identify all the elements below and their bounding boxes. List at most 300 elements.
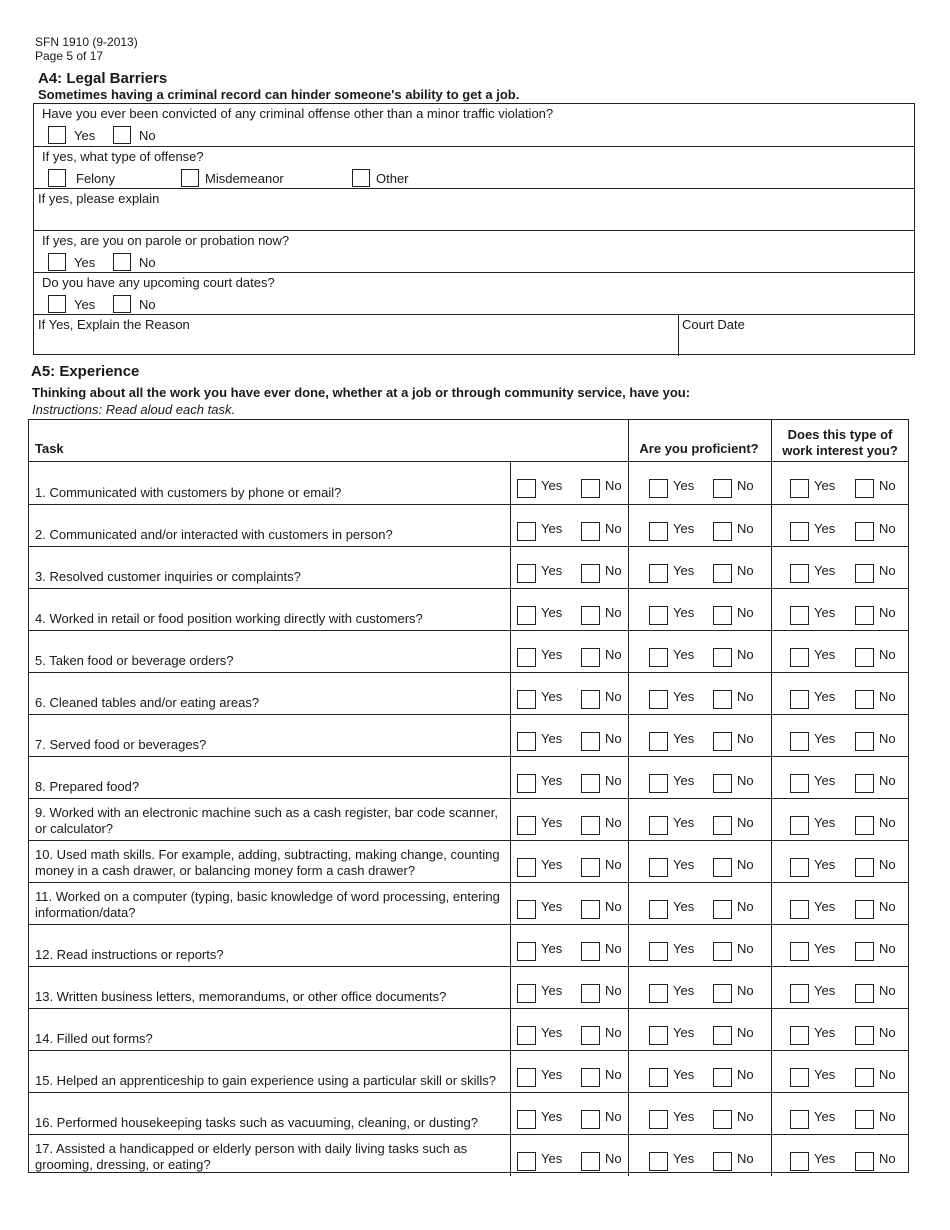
proficient-answer-cell xyxy=(628,967,772,1008)
proficient-yes-option[interactable] xyxy=(649,521,694,541)
checkbox[interactable] xyxy=(48,126,66,144)
no-label: No xyxy=(737,1108,754,1124)
checkbox[interactable] xyxy=(517,522,536,541)
interest-no-option[interactable] xyxy=(855,689,896,709)
checkbox[interactable] xyxy=(649,774,668,793)
interest-no-option[interactable] xyxy=(855,647,896,667)
current-no-option[interactable] xyxy=(581,983,622,1003)
no-label: No xyxy=(879,520,896,536)
checkbox[interactable] xyxy=(517,774,536,793)
no-label: No xyxy=(605,1066,622,1082)
checkbox[interactable] xyxy=(581,1026,600,1045)
checkbox[interactable] xyxy=(855,900,874,919)
checkbox[interactable] xyxy=(517,479,536,498)
checkbox[interactable] xyxy=(713,564,732,583)
proficient-no-option[interactable] xyxy=(713,731,754,751)
interest-no-option[interactable] xyxy=(855,983,896,1003)
a5-instructions: Instructions: Read aloud each task. xyxy=(32,402,236,417)
checkbox[interactable] xyxy=(649,1110,668,1129)
yes-label: Yes xyxy=(673,982,695,998)
interest-yes-option[interactable] xyxy=(790,815,835,835)
proficient-no-option[interactable] xyxy=(713,815,754,835)
interest-yes-option[interactable] xyxy=(790,1025,835,1045)
proficient-answer-cell xyxy=(628,631,772,672)
court-dates-row xyxy=(34,272,914,314)
checkbox[interactable] xyxy=(790,564,809,583)
table-row xyxy=(29,630,908,672)
current-answer-cell xyxy=(510,505,629,546)
no-label: No xyxy=(879,730,896,746)
current-no-option[interactable] xyxy=(581,563,622,583)
checkbox[interactable] xyxy=(855,1152,874,1171)
checkbox[interactable] xyxy=(517,1068,536,1087)
interest-yes-option[interactable] xyxy=(790,1067,835,1087)
checkbox[interactable] xyxy=(649,564,668,583)
checkbox[interactable] xyxy=(855,816,874,835)
parole-row xyxy=(34,230,914,272)
proficient-yes-option[interactable] xyxy=(649,563,694,583)
current-yes-option[interactable] xyxy=(517,689,562,709)
checkbox[interactable] xyxy=(48,253,66,271)
yes-label: Yes xyxy=(673,646,695,662)
current-no-option[interactable] xyxy=(581,478,622,498)
interest-yes-option[interactable] xyxy=(790,689,835,709)
current-yes-option[interactable] xyxy=(517,773,562,793)
interest-yes-option[interactable] xyxy=(790,647,835,667)
proficient-answer-cell xyxy=(628,757,772,798)
task-label: 16. Performed housekeeping tasks such as vacuuming, cleaning, or dusting? xyxy=(35,1115,478,1130)
a5-title: A5: Experience xyxy=(31,363,140,380)
checkbox[interactable] xyxy=(649,1026,668,1045)
offense-misdemeanor[interactable]: Misdemeanor xyxy=(181,169,284,187)
checkbox[interactable] xyxy=(713,1110,732,1129)
interest-no-option[interactable] xyxy=(855,1067,896,1087)
proficient-no-option[interactable] xyxy=(713,983,754,1003)
proficient-no-option[interactable] xyxy=(713,563,754,583)
proficient-yes-option[interactable] xyxy=(649,605,694,625)
checkbox[interactable] xyxy=(855,606,874,625)
proficient-yes-option[interactable] xyxy=(649,899,694,919)
experience-table xyxy=(28,419,909,1173)
checkbox[interactable] xyxy=(517,1026,536,1045)
interest-yes-option[interactable] xyxy=(790,1109,835,1129)
interest-no-option[interactable] xyxy=(855,941,896,961)
checkbox[interactable] xyxy=(713,732,732,751)
current-no-option[interactable] xyxy=(581,815,622,835)
interest-no-option[interactable] xyxy=(855,1109,896,1129)
interest-yes-option[interactable] xyxy=(790,563,835,583)
checkbox[interactable] xyxy=(48,295,66,313)
checkbox[interactable] xyxy=(581,1110,600,1129)
yes-label: Yes xyxy=(541,814,563,830)
checkbox[interactable] xyxy=(790,942,809,961)
interest-yes-option[interactable] xyxy=(790,941,835,961)
proficient-answer-cell xyxy=(628,1093,772,1134)
checkbox[interactable] xyxy=(790,732,809,751)
no-label: No xyxy=(879,562,896,578)
task-label: 5. Taken food or beverage orders? xyxy=(35,653,234,668)
checkbox[interactable] xyxy=(113,126,131,144)
interest-no-option[interactable] xyxy=(855,773,896,793)
header-proficient: Are you proficient? xyxy=(639,441,759,456)
checkbox[interactable] xyxy=(581,816,600,835)
yes-label: Yes xyxy=(541,982,563,998)
interest-no-option[interactable] xyxy=(855,731,896,751)
proficient-no-option[interactable] xyxy=(713,1109,754,1129)
checkbox[interactable] xyxy=(581,732,600,751)
checkbox[interactable] xyxy=(713,648,732,667)
checkbox[interactable] xyxy=(517,942,536,961)
table-row xyxy=(29,924,908,966)
parole-yes[interactable]: Yes xyxy=(48,253,95,271)
checkbox[interactable] xyxy=(581,522,600,541)
current-no-option[interactable] xyxy=(581,899,622,919)
current-no-option[interactable] xyxy=(581,521,622,541)
checkbox[interactable] xyxy=(713,984,732,1003)
proficient-no-option[interactable] xyxy=(713,857,754,877)
checkbox[interactable] xyxy=(113,295,131,313)
checkbox[interactable] xyxy=(113,253,131,271)
checkbox[interactable] xyxy=(713,900,732,919)
interest-no-option[interactable] xyxy=(855,563,896,583)
interest-no-option[interactable] xyxy=(855,478,896,498)
yes-label: Yes xyxy=(541,1150,563,1166)
proficient-yes-option[interactable] xyxy=(649,857,694,877)
current-yes-option[interactable] xyxy=(517,1067,562,1087)
interest-yes-option[interactable] xyxy=(790,773,835,793)
interest-answer-cell xyxy=(771,1051,910,1092)
current-answer-cell xyxy=(510,673,629,714)
checkbox[interactable] xyxy=(581,774,600,793)
a4-subtitle: Sometimes having a criminal record can hinder someone's ability to get a job. xyxy=(38,87,520,102)
yes-label: Yes xyxy=(541,898,563,914)
proficient-yes-option[interactable] xyxy=(649,731,694,751)
checkbox[interactable] xyxy=(790,858,809,877)
page-number: Page 5 of 17 xyxy=(35,49,104,63)
proficient-no-option[interactable] xyxy=(713,773,754,793)
yes-label: Yes xyxy=(673,856,695,872)
checkbox[interactable] xyxy=(581,858,600,877)
checkbox[interactable] xyxy=(649,690,668,709)
no-label: No xyxy=(737,520,754,536)
no-label: No xyxy=(605,814,622,830)
current-yes-option[interactable] xyxy=(517,1109,562,1129)
checkbox[interactable] xyxy=(517,984,536,1003)
checkbox[interactable] xyxy=(790,900,809,919)
checkbox[interactable] xyxy=(713,690,732,709)
checkbox[interactable] xyxy=(790,1026,809,1045)
proficient-no-option[interactable] xyxy=(713,478,754,498)
checkbox[interactable] xyxy=(517,900,536,919)
explain-row[interactable] xyxy=(34,188,914,230)
checkbox[interactable] xyxy=(790,1110,809,1129)
interest-yes-option[interactable] xyxy=(790,478,835,498)
checkbox[interactable] xyxy=(517,690,536,709)
parole-no[interactable]: No xyxy=(113,253,156,271)
offense-type-row xyxy=(34,146,914,188)
checkbox[interactable] xyxy=(855,1068,874,1087)
checkbox[interactable] xyxy=(790,774,809,793)
interest-answer-cell xyxy=(771,799,910,840)
interest-answer-cell xyxy=(771,967,910,1008)
checkbox[interactable] xyxy=(517,1152,536,1171)
current-no-option[interactable] xyxy=(581,1067,622,1087)
no-label: No xyxy=(737,898,754,914)
yes-label: Yes xyxy=(673,1066,695,1082)
no-label: No xyxy=(737,477,754,493)
proficient-no-option[interactable] xyxy=(713,605,754,625)
checkbox[interactable] xyxy=(649,648,668,667)
current-yes-option[interactable] xyxy=(517,857,562,877)
proficient-no-option[interactable] xyxy=(713,689,754,709)
yes-label: Yes xyxy=(673,940,695,956)
interest-yes-option[interactable] xyxy=(790,731,835,751)
interest-yes-option[interactable] xyxy=(790,605,835,625)
task-label: 15. Helped an apprenticeship to gain experience using a particular skill or skills? xyxy=(35,1073,497,1088)
checkbox[interactable] xyxy=(181,169,199,187)
checkbox[interactable] xyxy=(713,606,732,625)
checkbox[interactable] xyxy=(581,479,600,498)
proficient-yes-option[interactable] xyxy=(649,1067,694,1087)
current-answer-cell xyxy=(510,1051,629,1092)
checkbox[interactable] xyxy=(581,564,600,583)
task-label: 12. Read instructions or reports? xyxy=(35,947,224,962)
current-yes-option[interactable] xyxy=(517,983,562,1003)
current-no-option[interactable] xyxy=(581,857,622,877)
task-label: 3. Resolved customer inquiries or complaints? xyxy=(35,569,301,584)
current-no-option[interactable] xyxy=(581,1025,622,1045)
court-dates-yes[interactable]: Yes xyxy=(48,295,95,313)
checkbox[interactable] xyxy=(855,732,874,751)
checkbox[interactable] xyxy=(649,1068,668,1087)
checkbox[interactable] xyxy=(713,816,732,835)
checkbox[interactable] xyxy=(855,774,874,793)
current-no-option[interactable] xyxy=(581,1151,622,1171)
conviction-no[interactable]: No xyxy=(113,126,156,144)
current-yes-option[interactable] xyxy=(517,731,562,751)
checkbox[interactable] xyxy=(581,942,600,961)
court-date-label: Court Date xyxy=(682,317,745,332)
checkbox[interactable] xyxy=(352,169,370,187)
no-label: No xyxy=(737,1024,754,1040)
checkbox[interactable] xyxy=(581,648,600,667)
proficient-yes-option[interactable] xyxy=(649,1151,694,1171)
proficient-answer-cell xyxy=(628,715,772,756)
checkbox[interactable] xyxy=(790,690,809,709)
no-label: No xyxy=(879,856,896,872)
checkbox[interactable] xyxy=(790,648,809,667)
proficient-yes-option[interactable] xyxy=(649,478,694,498)
no-label: No xyxy=(737,940,754,956)
interest-yes-option[interactable] xyxy=(790,983,835,1003)
checkbox[interactable] xyxy=(855,1026,874,1045)
proficient-no-option[interactable] xyxy=(713,1025,754,1045)
interest-no-option[interactable] xyxy=(855,815,896,835)
offense-felony[interactable]: Felony xyxy=(48,169,115,187)
checkbox[interactable] xyxy=(713,522,732,541)
checkbox[interactable] xyxy=(517,564,536,583)
interest-answer-cell xyxy=(771,1135,910,1176)
checkbox[interactable] xyxy=(649,479,668,498)
checkbox[interactable] xyxy=(790,522,809,541)
interest-answer-cell xyxy=(771,505,910,546)
checkbox[interactable] xyxy=(48,169,66,187)
checkbox[interactable] xyxy=(713,1152,732,1171)
yes-label: Yes xyxy=(814,1066,836,1082)
proficient-yes-option[interactable] xyxy=(649,815,694,835)
current-no-option[interactable] xyxy=(581,1109,622,1129)
yes-label: Yes xyxy=(541,1066,563,1082)
proficient-no-option[interactable] xyxy=(713,899,754,919)
proficient-yes-option[interactable] xyxy=(649,689,694,709)
column-divider xyxy=(678,315,679,356)
checkbox[interactable] xyxy=(517,732,536,751)
current-yes-option[interactable] xyxy=(517,1151,562,1171)
checkbox[interactable] xyxy=(649,984,668,1003)
checkbox[interactable] xyxy=(713,858,732,877)
proficient-yes-option[interactable] xyxy=(649,647,694,667)
yes-label: Yes xyxy=(541,604,563,620)
current-no-option[interactable] xyxy=(581,941,622,961)
current-yes-option[interactable] xyxy=(517,941,562,961)
yes-label: Yes xyxy=(814,520,836,536)
no-label: No xyxy=(879,1108,896,1124)
checkbox[interactable] xyxy=(855,984,874,1003)
checkbox[interactable] xyxy=(855,564,874,583)
current-yes-option[interactable] xyxy=(517,899,562,919)
yes-label: Yes xyxy=(673,1108,695,1124)
proficient-no-option[interactable] xyxy=(713,941,754,961)
interest-answer-cell xyxy=(771,925,910,966)
proficient-answer-cell xyxy=(628,1051,772,1092)
checkbox[interactable] xyxy=(790,984,809,1003)
table-row xyxy=(29,882,908,924)
checkbox[interactable] xyxy=(855,479,874,498)
yes-label: Yes xyxy=(814,477,836,493)
checkbox[interactable] xyxy=(581,606,600,625)
proficient-yes-option[interactable] xyxy=(649,941,694,961)
yes-label: Yes xyxy=(814,1108,836,1124)
checkbox[interactable] xyxy=(855,522,874,541)
current-yes-option[interactable] xyxy=(517,478,562,498)
proficient-no-option[interactable] xyxy=(713,521,754,541)
no-label: No xyxy=(737,562,754,578)
checkbox[interactable] xyxy=(581,900,600,919)
checkbox[interactable] xyxy=(517,648,536,667)
current-no-option[interactable] xyxy=(581,731,622,751)
checkbox[interactable] xyxy=(517,606,536,625)
checkbox[interactable] xyxy=(790,1152,809,1171)
checkbox[interactable] xyxy=(581,1152,600,1171)
checkbox[interactable] xyxy=(581,984,600,1003)
current-yes-option[interactable] xyxy=(517,647,562,667)
checkbox[interactable] xyxy=(649,900,668,919)
interest-no-option[interactable] xyxy=(855,605,896,625)
current-yes-option[interactable] xyxy=(517,605,562,625)
proficient-no-option[interactable] xyxy=(713,647,754,667)
interest-yes-option[interactable] xyxy=(790,521,835,541)
checkbox[interactable] xyxy=(713,774,732,793)
no-label: No xyxy=(605,477,622,493)
interest-no-option[interactable] xyxy=(855,1025,896,1045)
interest-no-option[interactable] xyxy=(855,521,896,541)
current-answer-cell xyxy=(510,1009,629,1050)
proficient-yes-option[interactable] xyxy=(649,1109,694,1129)
checkbox[interactable] xyxy=(649,816,668,835)
header-interest: Does this type of work interest you? xyxy=(782,427,898,458)
proficient-yes-option[interactable] xyxy=(649,773,694,793)
checkbox[interactable] xyxy=(855,1110,874,1129)
checkbox[interactable] xyxy=(581,690,600,709)
interest-yes-option[interactable] xyxy=(790,899,835,919)
interest-yes-option[interactable] xyxy=(790,1151,835,1171)
current-yes-option[interactable] xyxy=(517,563,562,583)
table-row xyxy=(29,462,908,504)
checkbox[interactable] xyxy=(855,690,874,709)
checkbox[interactable] xyxy=(581,1068,600,1087)
no-label: No xyxy=(879,982,896,998)
checkbox[interactable] xyxy=(649,732,668,751)
current-no-option[interactable] xyxy=(581,647,622,667)
court-dates-no[interactable]: No xyxy=(113,295,156,313)
current-no-option[interactable] xyxy=(581,605,622,625)
yes-label: Yes xyxy=(673,730,695,746)
checkbox[interactable] xyxy=(855,942,874,961)
checkbox[interactable] xyxy=(649,858,668,877)
proficient-no-option[interactable] xyxy=(713,1151,754,1171)
checkbox[interactable] xyxy=(713,1026,732,1045)
checkbox[interactable] xyxy=(649,1152,668,1171)
current-yes-option[interactable] xyxy=(517,1025,562,1045)
checkbox[interactable] xyxy=(649,942,668,961)
interest-no-option[interactable] xyxy=(855,1151,896,1171)
no-label: No xyxy=(605,772,622,788)
checkbox[interactable] xyxy=(517,816,536,835)
interest-no-option[interactable] xyxy=(855,899,896,919)
yes-label: Yes xyxy=(673,520,695,536)
checkbox[interactable] xyxy=(713,942,732,961)
conviction-yes[interactable]: Yes xyxy=(48,126,95,144)
current-yes-option[interactable] xyxy=(517,521,562,541)
interest-yes-option[interactable] xyxy=(790,857,835,877)
proficient-no-option[interactable] xyxy=(713,1067,754,1087)
proficient-yes-option[interactable] xyxy=(649,1025,694,1045)
checkbox[interactable] xyxy=(517,858,536,877)
current-yes-option[interactable] xyxy=(517,815,562,835)
checkbox[interactable] xyxy=(855,858,874,877)
interest-no-option[interactable] xyxy=(855,857,896,877)
checkbox[interactable] xyxy=(649,522,668,541)
yes-label: Yes xyxy=(814,940,836,956)
checkbox[interactable] xyxy=(790,816,809,835)
checkbox[interactable] xyxy=(790,479,809,498)
proficient-yes-option[interactable] xyxy=(649,983,694,1003)
no-label: No xyxy=(879,772,896,788)
checkbox[interactable] xyxy=(713,479,732,498)
checkbox[interactable] xyxy=(790,1068,809,1087)
interest-answer-cell xyxy=(771,547,910,588)
offense-other[interactable]: Other xyxy=(352,169,409,187)
checkbox[interactable] xyxy=(517,1110,536,1129)
checkbox[interactable] xyxy=(790,606,809,625)
yes-label: Yes xyxy=(541,1108,563,1124)
current-no-option[interactable] xyxy=(581,689,622,709)
checkbox[interactable] xyxy=(649,606,668,625)
checkbox[interactable] xyxy=(855,648,874,667)
no-label: No xyxy=(605,940,622,956)
checkbox[interactable] xyxy=(713,1068,732,1087)
current-no-option[interactable] xyxy=(581,773,622,793)
